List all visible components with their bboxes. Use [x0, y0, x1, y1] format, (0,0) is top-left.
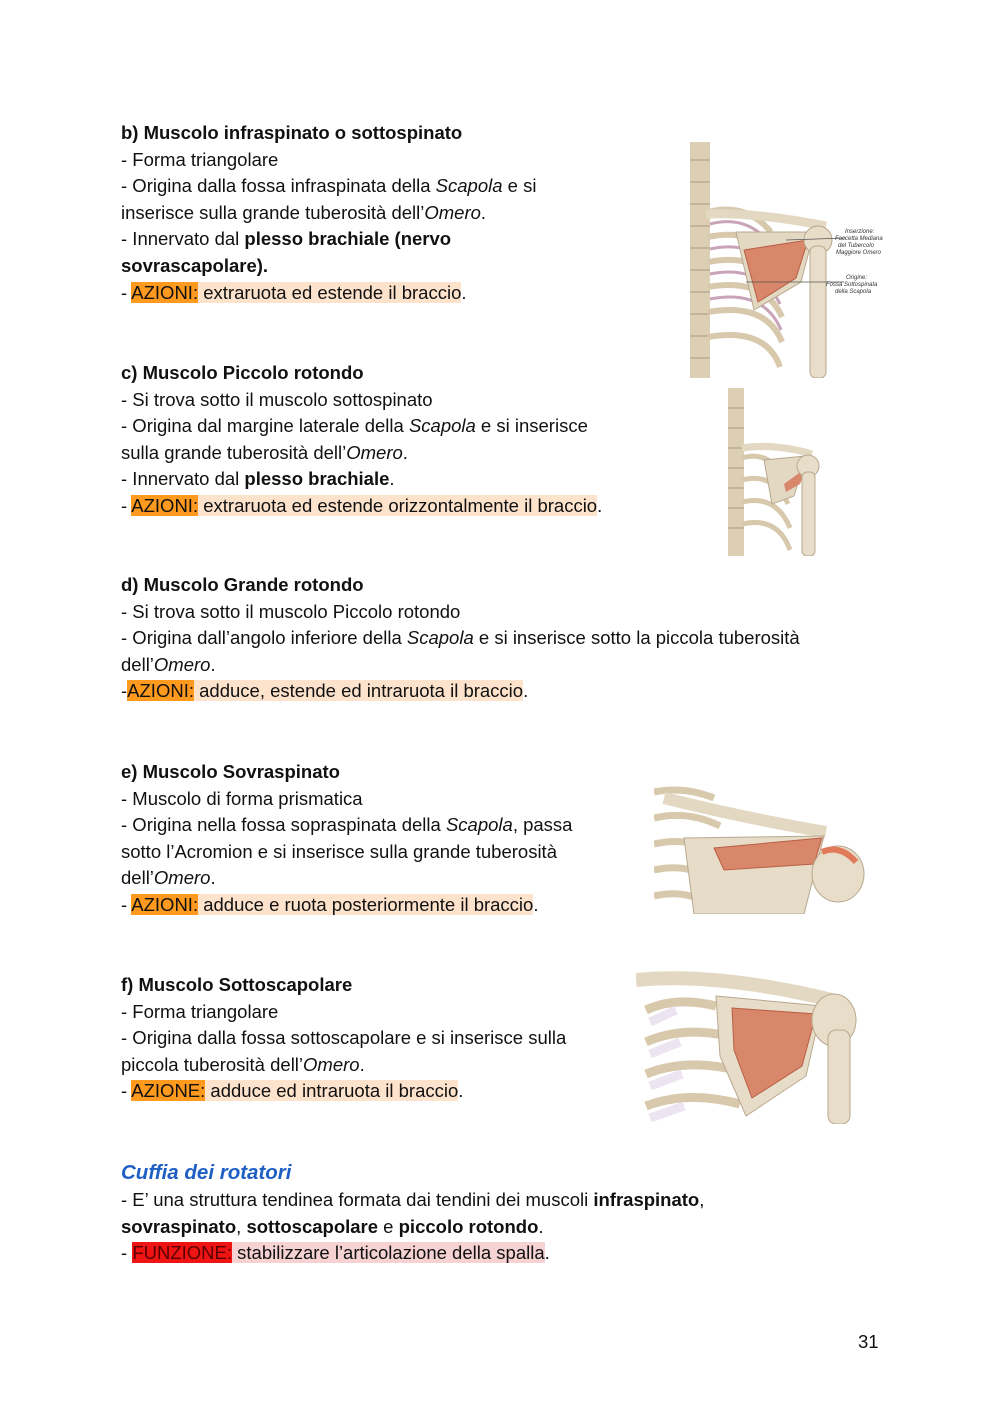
- actions-line: - AZIONI: extraruota ed estende orizzontalmente il braccio.: [121, 494, 603, 516]
- section-title: f) Muscolo Sottoscapolare: [121, 974, 353, 995]
- actions-text: adduce e ruota posteriormente il braccio: [198, 893, 534, 915]
- section-cuffia-rotatori: [121, 1159, 704, 1267]
- actions-text: extraruota ed estende il braccio: [198, 281, 462, 303]
- text-line: sotto l’Acromion e si inserisce sulla grande tuberosità: [121, 840, 557, 862]
- figure-piccolo-rotondo: [724, 388, 830, 556]
- page-number: 31: [858, 1331, 879, 1352]
- text-line: - Innervato dal plesso brachiale.: [121, 468, 395, 490]
- actions-line: -AZIONI: adduce, estende ed intraruota il braccio.: [121, 680, 529, 702]
- function-line: - FUNZIONE: stabilizzare l’articolazione della spalla.: [121, 1242, 550, 1264]
- text-line: inserisce sulla grande tuberosità dell’Omero.: [121, 201, 487, 223]
- annotation-insertion: del Tubercolo: [838, 243, 874, 249]
- figure-sovraspinato: [654, 778, 866, 914]
- actions-label: AZIONI:: [127, 680, 194, 702]
- text-line: - Origina nella fossa sopraspinata della Scapola, passa: [121, 814, 573, 836]
- figure-sottoscapolare: [636, 966, 864, 1124]
- figure-infraspinato: [686, 142, 892, 378]
- skeleton-shoulder-illustration: [654, 778, 866, 914]
- actions-text: adduce ed intraruota il braccio: [205, 1080, 459, 1102]
- annotation-origin: Origine:: [846, 275, 868, 281]
- text-line: sovrascapolare).: [121, 254, 269, 276]
- section-piccolo-rotondo: [121, 360, 602, 520]
- text-line: - Forma triangolare: [121, 148, 279, 170]
- annotation-insertion: Inserzione:: [845, 229, 875, 235]
- actions-label: AZIONI:: [131, 281, 199, 303]
- text-line: - Origina dall’angolo inferiore della Scapola e si inserisce sotto la piccola tuberosità: [121, 627, 800, 649]
- annotation-insertion: Maggiore Omero: [836, 250, 882, 256]
- text-line: dell’Omero.: [121, 867, 216, 889]
- text-line: dell’Omero.: [121, 653, 216, 675]
- actions-label: AZIONE:: [131, 1080, 206, 1102]
- skeleton-shoulder-illustration: [636, 966, 864, 1124]
- annotation-origin: della Scapola: [835, 289, 872, 295]
- text-line: sovraspinato, sottoscapolare e piccolo rotondo.: [121, 1215, 544, 1237]
- function-text: stabilizzare l’articolazione della spalla: [232, 1242, 545, 1264]
- text-line: - Origina dalla fossa infraspinata della Scapola e si: [121, 175, 537, 197]
- text-line: - Origina dal margine laterale della Scapola e si inserisce: [121, 415, 588, 437]
- section-infraspinato: [121, 120, 536, 306]
- section-grande-rotondo: [121, 572, 800, 705]
- actions-line: - AZIONI: extraruota ed estende il braccio.: [121, 281, 467, 303]
- annotation-insertion: Faccetta Mediana: [835, 236, 883, 242]
- section-sottoscapolare: [121, 972, 566, 1105]
- actions-text: extraruota ed estende orizzontalmente il braccio: [198, 494, 598, 516]
- actions-line: - AZIONE: adduce ed intraruota il braccio.: [121, 1080, 464, 1102]
- actions-text: adduce, estende ed intraruota il braccio: [193, 680, 524, 702]
- text-line: - Forma triangolare: [121, 1000, 279, 1022]
- text-line: - Origina dalla fossa sottoscapolare e si inserisce sulla: [121, 1027, 567, 1049]
- text-line: - Muscolo di forma prismatica: [121, 787, 363, 809]
- text-line: - Si trova sotto il muscolo Piccolo rotondo: [121, 600, 461, 622]
- function-label: FUNZIONE:: [132, 1242, 233, 1264]
- actions-label: AZIONI:: [131, 893, 199, 915]
- text-line: piccola tuberosità dell’Omero.: [121, 1053, 365, 1075]
- text-line: - Innervato dal plesso brachiale (nervo: [121, 228, 452, 250]
- annotation-origin: Fossa Sottospinata: [826, 282, 878, 288]
- section-title: c) Muscolo Piccolo rotondo: [121, 362, 364, 383]
- text-line: - E’ una struttura tendinea formata dai tendini dei muscoli infraspinato,: [121, 1189, 705, 1210]
- section-sovraspinato: [121, 759, 572, 919]
- text-line: sulla grande tuberosità dell’Omero.: [121, 441, 408, 463]
- section-title: d) Muscolo Grande rotondo: [121, 574, 364, 595]
- skeleton-shoulder-illustration: [686, 142, 892, 378]
- section-title: b) Muscolo infraspinato o sottospinato: [121, 122, 463, 143]
- actions-line: - AZIONI: adduce e ruota posteriormente il braccio.: [121, 893, 539, 915]
- actions-label: AZIONI:: [131, 494, 199, 516]
- section-title: e) Muscolo Sovraspinato: [121, 761, 340, 782]
- text-line: - Si trova sotto il muscolo sottospinato: [121, 388, 433, 410]
- section-title: Cuffia dei rotatori: [121, 1161, 292, 1184]
- skeleton-shoulder-illustration: [724, 388, 830, 556]
